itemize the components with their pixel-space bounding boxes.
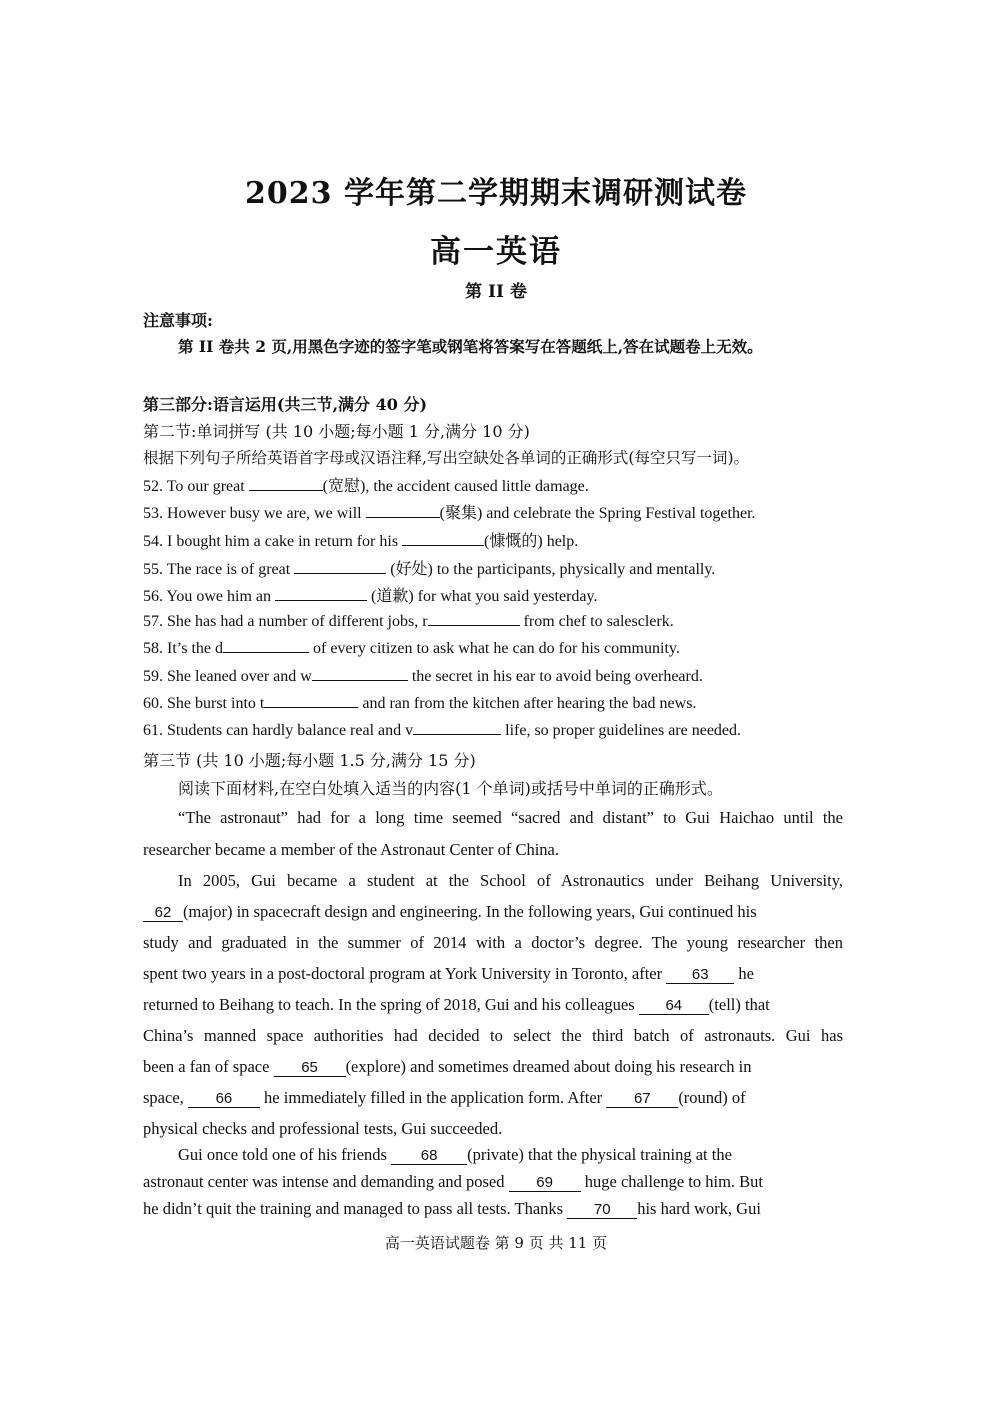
question-text: 53. However busy we are, we will (143, 505, 366, 522)
question-text: (聚集) and celebrate the Spring Festival together. (439, 505, 756, 522)
notice-heading: 注意事项: (143, 311, 213, 330)
answer-blank (428, 611, 520, 626)
blank-68: 68 (391, 1147, 467, 1165)
answer-blank (413, 720, 501, 735)
section3-heading: 第三节 (共 10 小题;每小题 1.5 分,满分 15 分) (143, 751, 476, 770)
section2-instruction: 根据下列句子所给英语首字母或汉语注释,写出空缺处各单词的正确形式(每空只写一词)。 (143, 449, 750, 467)
answer-blank (275, 586, 367, 601)
question-text: 56. You owe him an (143, 588, 276, 605)
passage-text: (tell) that (708, 995, 770, 1014)
question-text: (道歉) for what you said yesterday. (367, 588, 598, 605)
question-text: (慷慨的) help. (484, 533, 579, 550)
passage-line (143, 964, 843, 984)
answer-blank (223, 638, 309, 653)
answer-blank (366, 503, 440, 518)
passage-text: astronaut center was intense and demanding and posed (143, 1172, 509, 1191)
question-text: 59. She leaned over and w (143, 668, 312, 685)
question-55 (143, 556, 715, 579)
question-59 (143, 666, 703, 686)
question-text: 54. I bought him a cake in return for his (143, 533, 403, 550)
answer-blank (249, 476, 323, 491)
section3-instruction: 阅读下面材料,在空白处填入适当的内容(1 个单词)或括号中单词的正确形式。 (178, 779, 723, 798)
question-52 (143, 473, 589, 496)
section2-heading: 第二节:单词拼写 (共 10 小题;每小题 1 分,满分 10 分) (143, 422, 530, 441)
question-text: the secret in his ear to avoid being overheard. (407, 668, 703, 685)
passage-text: huge challenge to him. But (580, 1172, 764, 1191)
blank-65: 65 (274, 1059, 346, 1077)
passage-line (143, 995, 843, 1015)
passage-line (143, 1088, 843, 1108)
blank-63: 63 (666, 966, 734, 984)
part3-heading: 第三部分:语言运用(共三节,满分 40 分) (143, 395, 428, 414)
question-text: 52. To our great (143, 478, 249, 495)
question-text: of every citizen to ask what he can do for his community. (309, 640, 680, 657)
question-56 (143, 583, 597, 606)
blank-69: 69 (509, 1174, 581, 1192)
passage-text: (round) of (678, 1088, 746, 1107)
blank-66: 66 (188, 1090, 260, 1108)
question-text: life, so proper guidelines are needed. (501, 722, 742, 739)
passage-text: (private) that the physical training at the (467, 1145, 732, 1164)
passage-line: “The astronaut” had for a long time seemed “sacred and distant” to Gui Haichao until the (178, 808, 843, 827)
answer-blank (312, 666, 408, 681)
passage-line: study and graduated in the summer of 2014 with a doctor’s degree. The young researcher then (143, 933, 843, 952)
page-footer: 高一英语试题卷 第 9 页 共 11 页 (384, 1234, 608, 1252)
blank-64: 64 (639, 997, 709, 1015)
passage-line: In 2005, Gui became a student at the School of Astronautics under Beihang University, (178, 871, 843, 890)
passage-text: his hard work, Gui (637, 1199, 761, 1218)
passage-line (178, 1145, 878, 1165)
question-61 (143, 720, 741, 740)
answer-blank (402, 531, 484, 546)
volume-label: 第 II 卷 (465, 282, 527, 302)
blank-62: 62 (143, 904, 183, 922)
passage-line (143, 1057, 843, 1077)
passage-text: he didn’t quit the training and managed to pass all tests. Thanks (143, 1199, 568, 1218)
passage-text: spent two years in a post-doctoral program at York University in Toronto, after (143, 964, 667, 983)
question-60 (143, 693, 696, 713)
passage-text: returned to Beihang to teach. In the spring of 2018, Gui and his colleagues (143, 995, 639, 1014)
question-text: (宽慰), the accident caused little damage. (322, 478, 589, 495)
blank-70: 70 (567, 1201, 637, 1219)
passage-text: been a fan of space (143, 1057, 274, 1076)
answer-blank (294, 559, 386, 574)
question-text: and ran from the kitchen after hearing the bad news. (358, 695, 697, 712)
notice-text: 第 II 卷共 2 页,用黑色字迹的签字笔或钢笔将答案写在答题纸上,答在试题卷上无效。 (178, 337, 763, 356)
passage-text: he immediately filled in the application form. After (259, 1088, 607, 1107)
passage-line (143, 1199, 843, 1219)
passage-line (143, 1172, 843, 1192)
question-58 (143, 638, 680, 658)
blank-67: 67 (606, 1090, 678, 1108)
passage-text: he (734, 964, 754, 983)
question-text: from chef to salesclerk. (519, 613, 674, 630)
question-57 (143, 611, 674, 631)
passage-line: physical checks and professional tests, Gui succeeded. (143, 1119, 503, 1138)
passage-text: (major) in spacecraft design and engineering. In the following years, Gui continued his (183, 902, 757, 921)
question-text: 55. The race is of great (143, 561, 295, 578)
subject-title: 高一英语 (430, 234, 562, 270)
passage-text: space, (143, 1088, 188, 1107)
passage-text: Gui once told one of his friends (178, 1145, 392, 1164)
passage-line: researcher became a member of the Astronaut Center of China. (143, 840, 559, 859)
question-text: 57. She has had a number of different jobs, r (143, 613, 428, 630)
passage-line (143, 902, 843, 922)
question-text: 58. It’s the d (143, 640, 223, 657)
question-54 (143, 528, 578, 551)
question-text: 60. She burst into t (143, 695, 265, 712)
passage-text: (explore) and sometimes dreamed about doing his research in (345, 1057, 752, 1076)
exam-title: 2023 学年第二学期期末调研测试卷 (245, 176, 747, 211)
passage-line: China’s manned space authorities had decided to select the third batch of astronauts. Gui has (143, 1026, 843, 1045)
question-text: (好处) to the participants, physically and mentally. (386, 561, 716, 578)
question-text: 61. Students can hardly balance real and v (143, 722, 414, 739)
answer-blank (264, 693, 358, 708)
question-53 (143, 500, 756, 523)
